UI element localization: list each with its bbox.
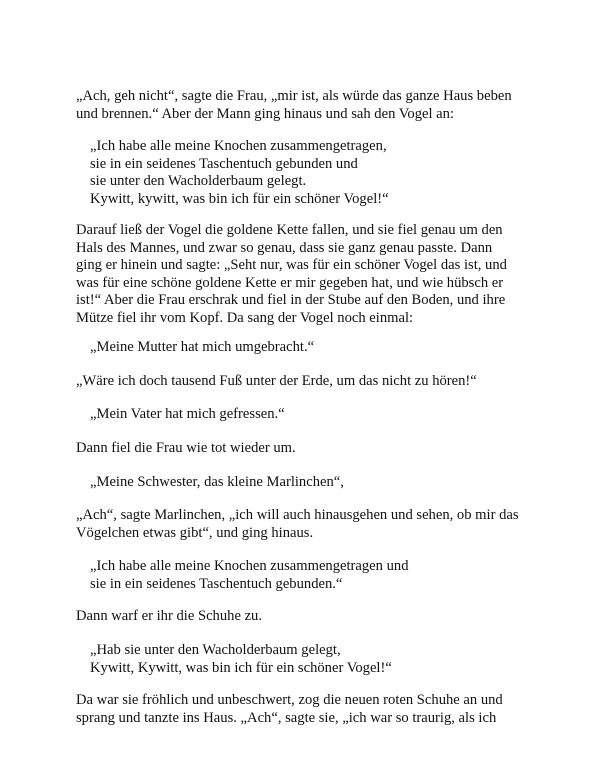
text-line: Vögelchen etwas gibt“, und ging hinaus. xyxy=(76,524,314,541)
text-line: Dann warf er ihr die Schuhe zu. xyxy=(76,608,262,624)
verse-line: Kywitt, kywitt, was bin ich für ein schöner Vogel!“ xyxy=(90,190,389,207)
paragraph xyxy=(76,507,556,542)
verse-line: „Mein Vater hat mich gefressen.“ xyxy=(90,406,285,422)
verse-line: „Ich habe alle meine Knochen zusammengetragen, xyxy=(90,138,387,154)
verse-line: „Meine Schwester, das kleine Marlinchen“, xyxy=(90,474,344,490)
verse-line: Kywitt, Kywitt, was bin ich für ein schöner Vogel!“ xyxy=(90,659,392,676)
text-line: „Ach, geh nicht“, sagte die Frau, „mir ist, als würde das ganze Haus beben xyxy=(76,88,512,104)
verse-line: „Hab sie unter den Wacholderbaum gelegt, xyxy=(90,642,341,658)
verse-line: sie in ein seidenes Taschentuch gebunden.“ xyxy=(90,575,343,592)
text-line: und brennen.“ Aber der Mann ging hinaus und sah den Vogel an: xyxy=(76,105,455,122)
paragraph xyxy=(76,608,556,626)
verse-block xyxy=(90,642,570,677)
verse-block xyxy=(90,474,570,492)
text-line: Darauf ließ der Vogel die goldene Kette fallen, und sie fiel genau um den xyxy=(76,222,503,238)
text-line: „Wäre ich doch tausend Fuß unter der Erde, um das nicht zu hören!“ xyxy=(76,373,477,389)
text-line: ging er hinein und sagte: „Seht nur, was für ein schöner Vogel das ist, und xyxy=(76,257,507,274)
verse-block xyxy=(90,339,570,357)
verse-line: sie unter den Wacholderbaum gelegt. xyxy=(90,173,307,190)
verse-line: „Ich habe alle meine Knochen zusammengetragen und xyxy=(90,558,409,574)
text-line: sprang und tanzte ins Haus. „Ach“, sagte sie, „ich war so traurig, als ich xyxy=(76,709,497,726)
verse-block xyxy=(90,406,570,424)
text-line: „Ach“, sagte Marlinchen, „ich will auch hinausgehen und sehen, ob mir das xyxy=(76,507,519,523)
text-line: ist!“ Aber die Frau erschrak und fiel in der Stube auf den Boden, und ihre xyxy=(76,292,506,309)
text-line: was für eine schöne goldene Kette er mir gegeben hat, und wie hübsch er xyxy=(76,274,504,291)
paragraph xyxy=(76,440,556,458)
text-line: Dann fiel die Frau wie tot wieder um. xyxy=(76,440,296,456)
text-line: Mütze fiel ihr vom Kopf. Da sang der Vogel noch einmal: xyxy=(76,309,414,326)
verse-line: sie in ein seidenes Taschentuch gebunden und xyxy=(90,155,358,172)
verse-block xyxy=(90,138,570,208)
text-line: Hals des Mannes, und zwar so genau, dass sie ganz genau passte. Dann xyxy=(76,239,493,256)
paragraph xyxy=(76,222,556,328)
paragraph xyxy=(76,88,556,123)
paragraph xyxy=(76,692,556,727)
text-line: Da war sie fröhlich und unbeschwert, zog die neuen roten Schuhe an und xyxy=(76,692,503,708)
verse-block xyxy=(90,558,570,593)
paragraph xyxy=(76,373,556,391)
verse-line: „Meine Mutter hat mich umgebracht.“ xyxy=(90,339,315,355)
